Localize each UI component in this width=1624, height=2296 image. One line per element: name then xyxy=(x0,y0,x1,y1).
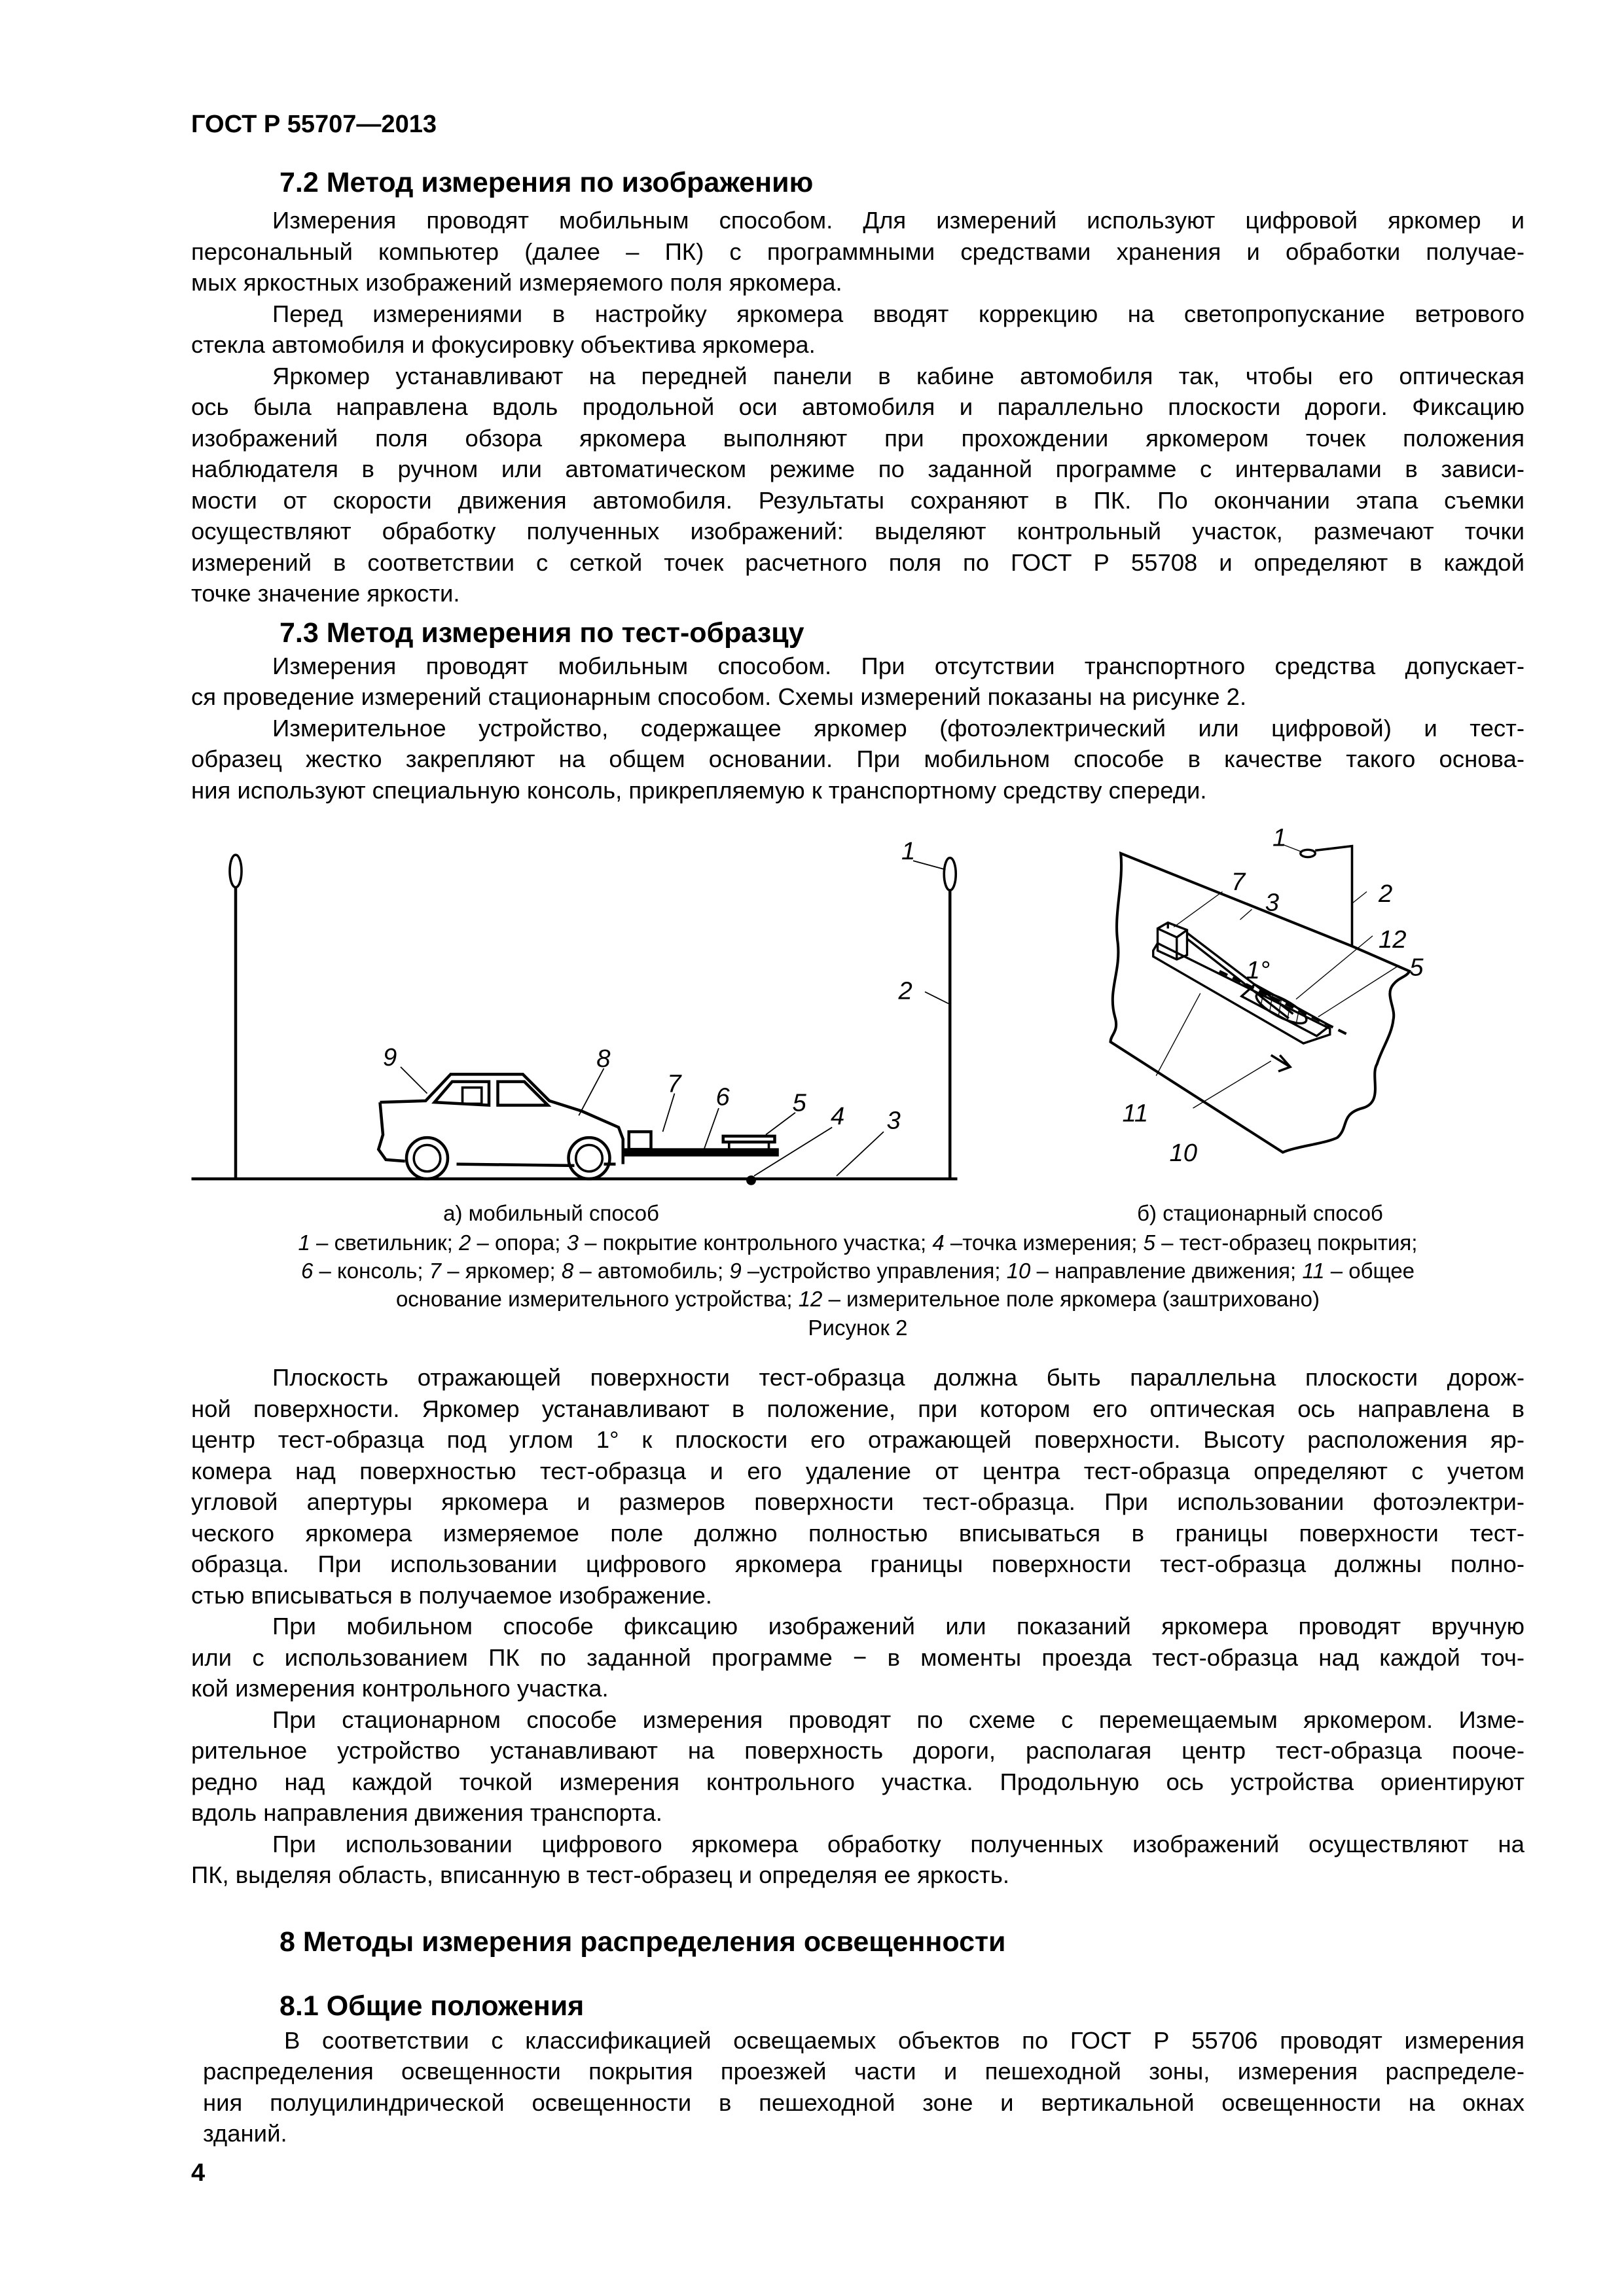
measurement-point-icon xyxy=(748,1177,755,1184)
paragraph-line: точке значение яркости. xyxy=(191,580,460,607)
legend-text: – опора; xyxy=(471,1230,567,1255)
legend-text: –устройство управления; xyxy=(741,1259,1007,1283)
paragraph-line: комера над поверхностью тест-образца и его удаление от центра тест-образца определяют с учетом xyxy=(191,1457,1525,1484)
legend-number: 12 xyxy=(798,1287,823,1311)
paragraph-line: изображений поля обзора яркомера выполняют при прохождении яркомером точек положения xyxy=(191,424,1525,452)
lamp-right-icon xyxy=(944,858,956,891)
paragraph-line: мости от скорости движения автомобиля. Результаты сохраняют в ПК. По окончании этапа съемки xyxy=(191,486,1525,514)
legend-number: 8 xyxy=(561,1259,574,1283)
label-1-lamp-stationary: 1 xyxy=(1272,825,1287,852)
paragraph-line: ческого яркомера измеряемое поле должно полностью вписываться в границы поверхности тест- xyxy=(191,1519,1525,1547)
section-8-heading: 8 Методы измерения распределения освещенности xyxy=(280,1926,1006,1958)
paragraph-line: образца. При использовании цифрового яркомера границы поверхности тест-образца должны полно- xyxy=(191,1551,1525,1577)
paragraph-line: Плоскость отражающей поверхности тест-образца должна быть параллельна плоскости дорож- xyxy=(272,1364,1525,1391)
section-7-3-body xyxy=(191,651,1525,806)
legend-text: – консоль; xyxy=(313,1259,429,1283)
legend-line xyxy=(191,1229,1525,1257)
legend-text: –точка измерения; xyxy=(944,1230,1144,1255)
page-number: 4 xyxy=(191,2159,206,2187)
label-5-sample: 5 xyxy=(792,1088,806,1117)
paragraph-line: Яркомер устанавливают на передней панели в кабине автомобиля так, чтобы его оптическая xyxy=(272,362,1525,389)
figure-captions-row xyxy=(191,1201,1525,1229)
stationary-method-drawing xyxy=(1111,844,1410,1152)
paragraph-line: измерений в соответствии с сеткой точек расчетного поля по ГОСТ Р 55708 и определяют в каждой xyxy=(191,548,1525,576)
car-wheel-front-hub xyxy=(576,1145,603,1172)
paragraph-line: При мобильном способе фиксацию изображений или показаний яркомера проводят вручную xyxy=(272,1613,1525,1640)
section-7-2-heading: 7.2 Метод измерения по изображению xyxy=(280,167,814,198)
lamp-stationary-icon xyxy=(1301,850,1316,857)
label-4-point: 4 xyxy=(831,1102,845,1130)
measuring-field-hatched xyxy=(1252,987,1310,1029)
label-5-sample-stationary: 5 xyxy=(1409,953,1424,982)
section-8-1-heading: 8.1 Общие положения xyxy=(280,1990,585,2022)
paragraph-line: ось была направлена вдоль продольной оси автомобиля и параллельно плоскости дороги. Фиксацию xyxy=(191,393,1525,420)
after-figure-body xyxy=(191,1362,1525,1891)
document-header: ГОСТ Р 55707—2013 xyxy=(191,111,437,138)
section-7-3-heading: 7.3 Метод измерения по тест-образцу xyxy=(280,617,804,649)
legend-number: 4 xyxy=(932,1230,945,1255)
legend-text: – направление движения; xyxy=(1030,1259,1303,1283)
label-2-pole: 2 xyxy=(898,977,912,1005)
paragraph-line: угловой апертуры яркомера и размеров поверхности тест-образца. При использовании фотоэлектри- xyxy=(191,1488,1525,1515)
figure-legend xyxy=(191,1229,1525,1313)
label-9-device: 9 xyxy=(383,1043,397,1071)
legend-line xyxy=(191,1285,1525,1313)
label-3-road-stationary: 3 xyxy=(1265,888,1280,917)
paragraph-line: При стационарном способе измерения проводят по схеме с перемещаемым яркомером. Изме- xyxy=(272,1706,1525,1733)
legend-text: – яркомер; xyxy=(441,1259,562,1283)
paragraph-line: распределения освещенности покрытия проезжей части и пешеходной зоны, измерения распределе- xyxy=(203,2058,1525,2085)
caption-stationary-method: б) стационарный способ xyxy=(1137,1201,1383,1225)
label-3-road: 3 xyxy=(886,1106,901,1135)
leader-lines xyxy=(401,861,948,1176)
paragraph-line: ния используют специальную консоль, прикрепляемую к транспортному средству спереди. xyxy=(191,776,1207,804)
leader-lines-stationary xyxy=(1156,844,1399,1108)
legend-line xyxy=(191,1257,1525,1285)
legend-text: – тест-образец покрытия; xyxy=(1155,1230,1418,1255)
legend-text: основание измерительного устройства; xyxy=(395,1287,799,1311)
figure-2 xyxy=(191,825,1525,1201)
figure-title: Рисунок 2 xyxy=(808,1316,908,1340)
caption-mobile-method: а) мобильный способ xyxy=(443,1201,659,1225)
label-7-meter: 7 xyxy=(667,1069,681,1098)
legend-number: 10 xyxy=(1006,1259,1031,1283)
label-7-meter-stationary: 7 xyxy=(1231,868,1246,897)
control-device-icon xyxy=(463,1088,482,1104)
section-8-1-body xyxy=(191,2025,1525,2149)
luminance-meter-icon xyxy=(629,1132,651,1149)
legend-number: 5 xyxy=(1143,1230,1155,1255)
paragraph-line: рительное устройство устанавливают на поверхность дороги, располагая центр тест-образца пооче- xyxy=(191,1737,1525,1764)
legend-text: – автомобиль; xyxy=(573,1259,730,1283)
label-10-direction: 10 xyxy=(1169,1139,1198,1168)
paragraph-line: стекла автомобиля и фокусировку объектива яркомера. xyxy=(191,331,816,358)
paragraph-line: или с использованием ПК по заданной программе − в моменты проезда тест-образца над каждой точ- xyxy=(191,1643,1525,1671)
legend-number: 2 xyxy=(458,1230,471,1255)
paragraph-line: мых яркостных изображений измеряемого поля яркомера. xyxy=(191,269,842,296)
label-1-lamp: 1 xyxy=(901,836,916,865)
legend-number: 9 xyxy=(729,1259,742,1283)
label-6-console: 6 xyxy=(715,1083,730,1111)
paragraph-line: ПК, выделяя область, вписанную в тест-образец и определяя ее яркость. xyxy=(191,1861,1010,1888)
legend-text: – светильник; xyxy=(310,1230,459,1255)
paragraph-line: наблюдателя в ручном или автоматическом режиме по заданной программе с интервалами в зависи- xyxy=(191,456,1525,482)
optical-axis-dashed xyxy=(1219,971,1348,1035)
page-column xyxy=(191,110,1525,2187)
paragraph-line: Измерения проводят мобильным способом. При отсутствии транспортного средства допускает- xyxy=(272,652,1525,679)
car-wheel-rear-hub xyxy=(414,1145,441,1172)
paragraph-line: В соответствии с классификацией освещаемых объектов по ГОСТ Р 55706 проводят измерения xyxy=(284,2026,1525,2054)
paragraph-line: вдоль направления движения транспорта. xyxy=(191,1799,662,1826)
console-bar xyxy=(623,1149,778,1155)
figure-2-drawing xyxy=(177,825,1443,1201)
legend-number: 7 xyxy=(429,1259,442,1283)
label-11-base: 11 xyxy=(1122,1099,1149,1128)
luminance-meter-box-icon xyxy=(1158,923,1187,960)
legend-number: 3 xyxy=(566,1230,579,1255)
paragraph-line: осуществляют обработку полученных изображений: выделяют контрольный участок, размечают точки xyxy=(191,518,1525,545)
test-sample-icon xyxy=(723,1136,775,1142)
paragraph-line: образец жестко закрепляют на общем основании. При мобильном способе в качестве такого основа- xyxy=(191,745,1525,772)
legend-number: 6 xyxy=(300,1259,314,1283)
pole-stationary xyxy=(1315,846,1352,946)
section-7-2-body xyxy=(191,205,1525,609)
paragraph-line: Перед измерениями в настройку яркомера вводят коррекцию на светопропускание ветрового xyxy=(272,300,1525,327)
paragraph-line: Измерительное устройство, содержащее яркомер (фотоэлектрический или цифровой) и тест- xyxy=(272,714,1525,742)
paragraph-line: редно над каждой точкой измерения контрольного участка. Продольную ось устройства ориентируют xyxy=(191,1768,1525,1795)
label-12-field: 12 xyxy=(1379,925,1407,954)
paragraph-line: ся проведение измерений стационарным способом. Схемы измерений показаны на рисунке 2. xyxy=(191,683,1247,710)
paragraph-line: ной поверхности. Яркомер устанавливают в положение, при котором его оптическая ось направлена в xyxy=(191,1395,1525,1422)
paragraph-line: персональный компьютер (далее – ПК) с программными средствами хранения и обработки получае- xyxy=(191,238,1525,265)
legend-number: 11 xyxy=(1302,1259,1325,1283)
direction-arrow-icon xyxy=(1271,1055,1290,1071)
paragraph-line: центр тест-образца под углом 1° к плоскости его отражающей поверхности. Высоту расположения яр- xyxy=(191,1426,1525,1453)
paragraph-line: ния полуцилиндрической освещенности в пешеходной зоне и вертикальной освещенности на окнах xyxy=(203,2089,1525,2116)
legend-text: – общее xyxy=(1324,1259,1415,1283)
label-angle: 1° xyxy=(1246,956,1271,985)
label-8-car: 8 xyxy=(596,1045,611,1073)
paragraph-line: кой измерения контрольного участка. xyxy=(191,1675,609,1702)
label-2-pole-stationary: 2 xyxy=(1379,880,1393,908)
mobile-method-drawing xyxy=(192,855,958,1184)
paragraph-line: зданий. xyxy=(203,2120,287,2147)
legend-number: 1 xyxy=(298,1230,310,1255)
paragraph-line: При использовании цифрового яркомера обработку полученных изображений осуществляют на xyxy=(272,1830,1525,1857)
legend-text: – покрытие контрольного участка; xyxy=(578,1230,933,1255)
legend-text: – измерительное поле яркомера (заштриховано) xyxy=(822,1287,1320,1311)
lamp-left-icon xyxy=(230,855,242,888)
paragraph-line: Измерения проводят мобильным способом. Для измерений используют цифровой яркомер и xyxy=(272,207,1525,234)
paragraph-line: стью вписываться в получаемое изображение. xyxy=(191,1581,712,1609)
